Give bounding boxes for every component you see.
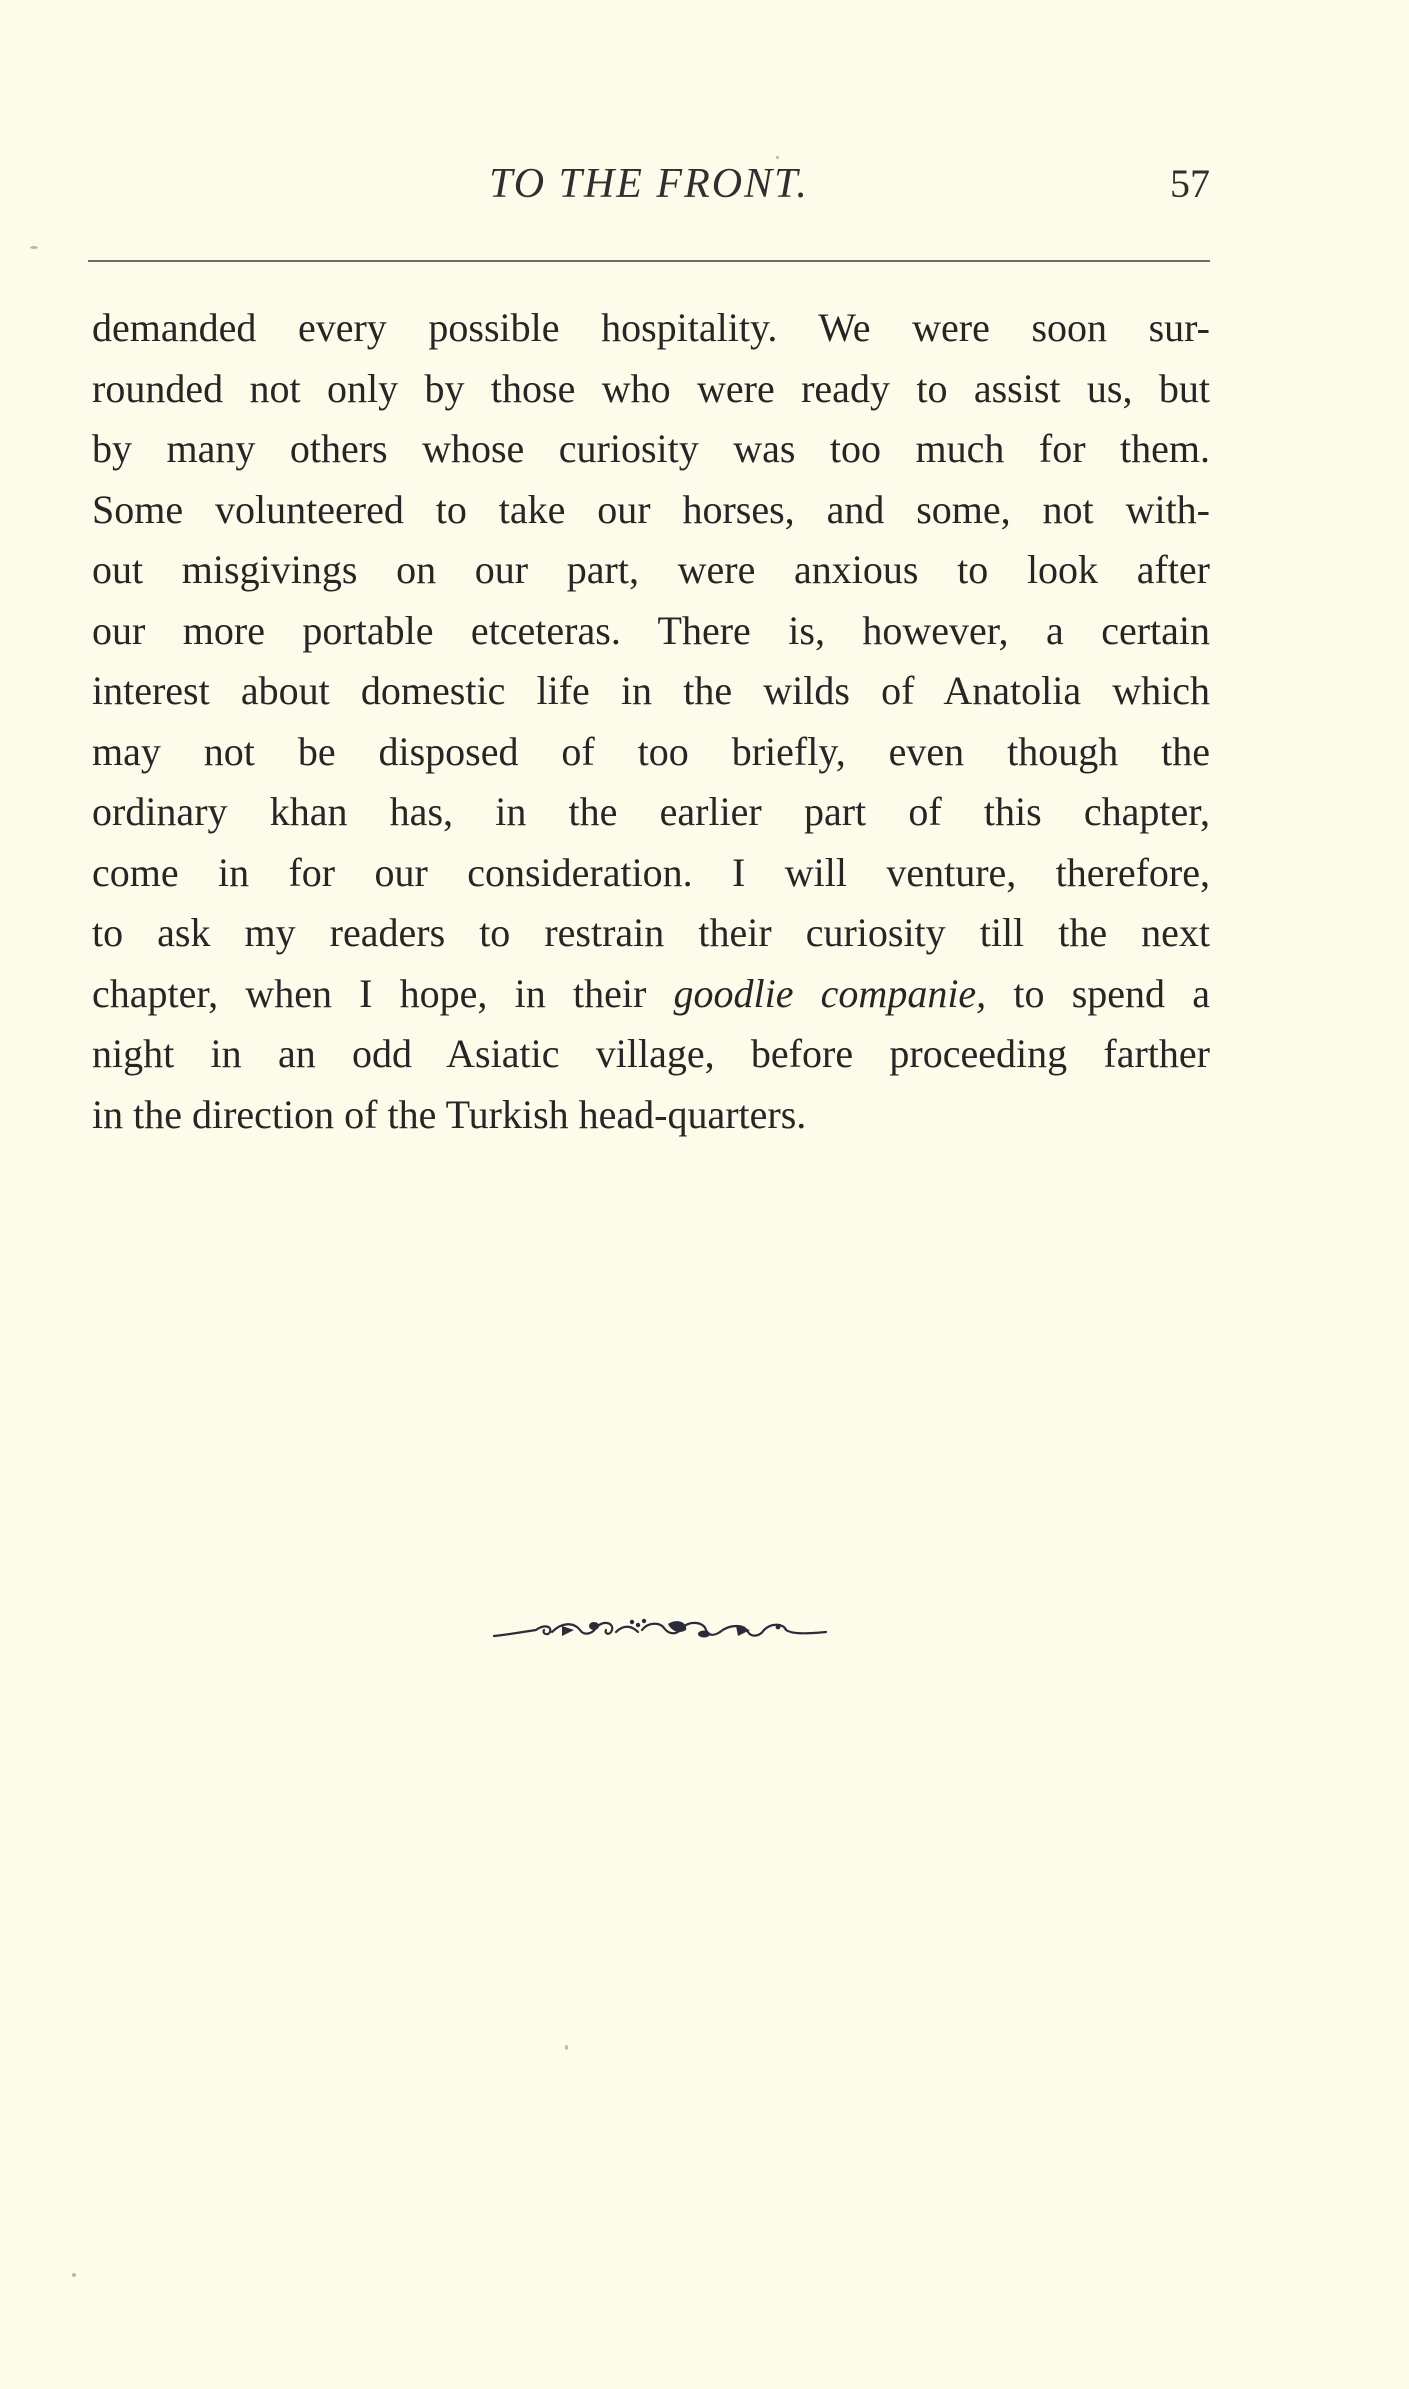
last-text-line: in the direction of the Turkish head-quarters. bbox=[92, 1091, 807, 1137]
running-head bbox=[88, 160, 1210, 220]
text-line: demanded every possible hospitality. We were soon sur- bbox=[92, 305, 1210, 350]
text-line: to ask my readers to restrain their curiosity till the next bbox=[92, 910, 1210, 955]
text-line: come in for our consideration. I will venture, therefore, bbox=[92, 849, 1210, 895]
text-line-with-italic bbox=[92, 964, 1210, 1025]
text-segment: to spend a bbox=[986, 970, 1210, 1016]
header-rule bbox=[88, 260, 1210, 262]
text-line: night in an odd Asiatic village, before proceeding farther bbox=[92, 1031, 1210, 1076]
text-segment: chapter, when I hope, in their bbox=[92, 970, 674, 1016]
text-line: out misgivings on our part, were anxious to look after bbox=[92, 547, 1210, 592]
text-line: our more portable etceteras. There is, however, a certain bbox=[92, 607, 1210, 653]
page-number: 57 bbox=[1170, 161, 1210, 206]
text-line: by many others whose curiosity was too much for them. bbox=[92, 426, 1210, 471]
running-title: TO THE FRONT. bbox=[489, 161, 809, 207]
text-line: Some volunteered to take our horses, and some, not with- bbox=[92, 486, 1210, 532]
text-line: interest about domestic life in the wilds of Anatolia which bbox=[92, 668, 1210, 713]
body-text bbox=[92, 298, 1210, 1145]
italic-phrase: goodlie companie, bbox=[673, 970, 987, 1016]
text-line: ordinary khan has, in the earlier part of this chapter, bbox=[92, 789, 1210, 834]
tailpiece-ornament-icon bbox=[492, 1612, 828, 1648]
text-line: may not be disposed of too briefly, even though the bbox=[92, 728, 1210, 774]
text-line: rounded not only by those who were ready to assist us, but bbox=[92, 365, 1210, 411]
